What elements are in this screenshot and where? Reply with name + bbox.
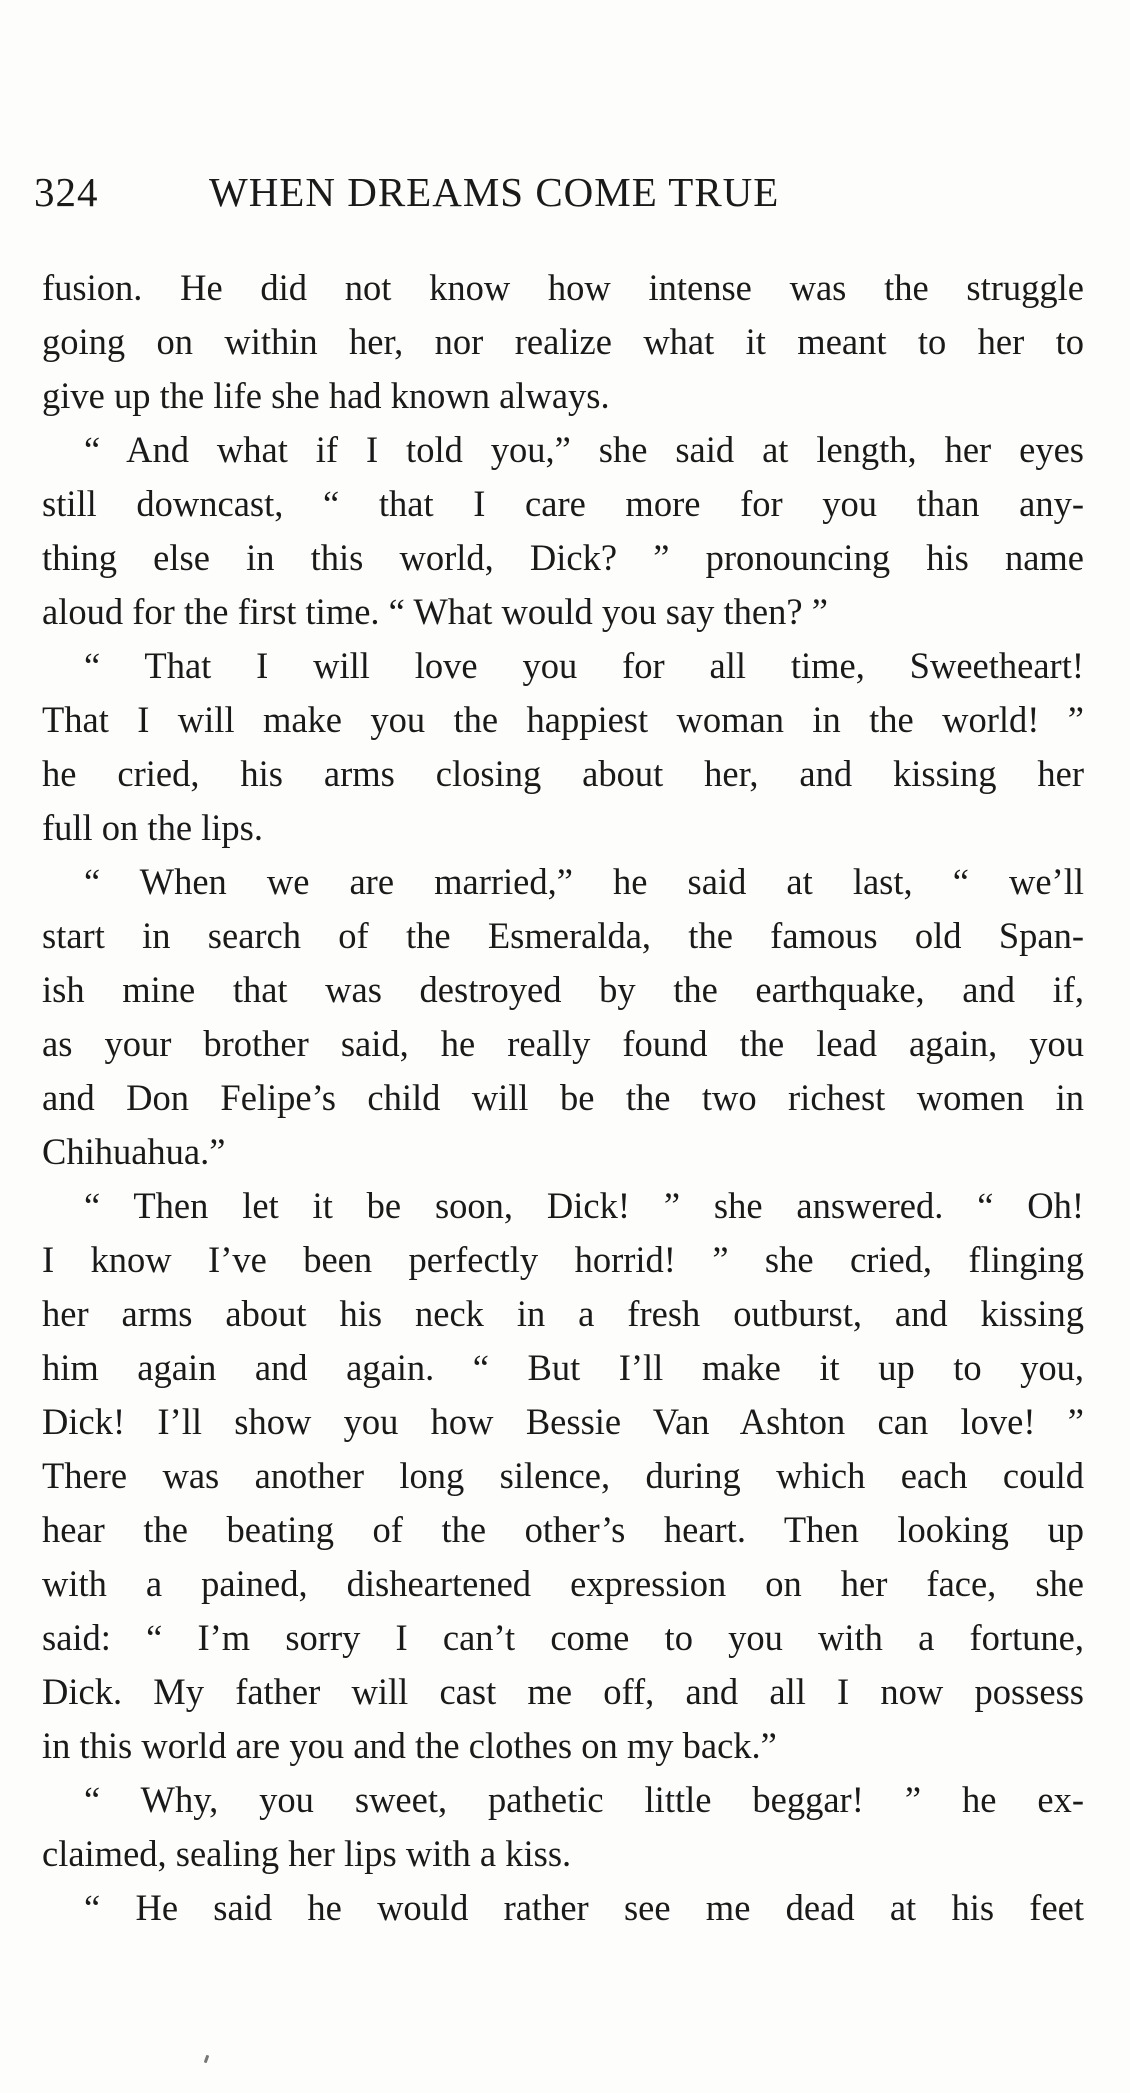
running-head xyxy=(34,162,1094,222)
text-line: as your brother said, he really found the lead again, you xyxy=(42,1023,1084,1064)
text-line: her arms about his neck in a fresh outburst, and kissing xyxy=(42,1293,1084,1334)
text-line: him again and again. “ But I’ll make it up to you, xyxy=(42,1347,1084,1388)
text-line: Dick. My father will cast me off, and all I now possess xyxy=(42,1671,1084,1712)
text-line: and Don Felipe’s child will be the two richest women in xyxy=(42,1077,1084,1118)
text-line: “ Why, you sweet, pathetic little beggar! ” he ex- xyxy=(84,1779,1084,1820)
text-line: “ And what if I told you,” she said at length, her eyes xyxy=(84,429,1084,470)
text-line: full on the lips. xyxy=(42,807,264,848)
text-line: “ When we are married,” he said at last, “ we’ll xyxy=(84,861,1084,902)
text-line: hear the beating of the other’s heart. Then looking up xyxy=(42,1509,1084,1550)
text-line: aloud for the first time. “ What would you say then? ” xyxy=(42,591,828,632)
body-text xyxy=(42,261,1084,1935)
text-line: Chihuahua.” xyxy=(42,1131,226,1172)
text-line: There was another long silence, during which each could xyxy=(42,1455,1084,1496)
text-line: fusion. He did not know how intense was the struggle xyxy=(42,267,1084,308)
text-line: thing else in this world, Dick? ” pronouncing his name xyxy=(42,537,1084,578)
text-line: in this world are you and the clothes on my back.” xyxy=(42,1725,777,1766)
page-number: 324 xyxy=(34,169,99,215)
text-line: still downcast, “ that I care more for you than any- xyxy=(42,483,1084,524)
text-line: That I will make you the happiest woman in the world! ” xyxy=(42,699,1084,740)
text-line: Dick! I’ll show you how Bessie Van Ashton can love! ” xyxy=(42,1401,1084,1442)
text-line: going on within her, nor realize what it meant to her to xyxy=(42,321,1084,362)
text-line: I know I’ve been perfectly horrid! ” she cried, flinging xyxy=(42,1239,1084,1280)
text-line: start in search of the Esmeralda, the famous old Span- xyxy=(42,915,1084,956)
scan-speck xyxy=(204,2055,210,2064)
text-line: “ That I will love you for all time, Sweetheart! xyxy=(84,645,1084,686)
book-title: WHEN DREAMS COME TRUE xyxy=(209,169,780,215)
text-line: he cried, his arms closing about her, and kissing her xyxy=(42,753,1084,794)
text-line: “ He said he would rather see me dead at his feet xyxy=(84,1887,1084,1928)
text-line: give up the life she had known always. xyxy=(42,375,610,416)
text-line: ish mine that was destroyed by the earthquake, and if, xyxy=(42,969,1084,1010)
text-line: said: “ I’m sorry I can’t come to you with a fortune, xyxy=(42,1617,1084,1658)
text-line: claimed, sealing her lips with a kiss. xyxy=(42,1833,572,1874)
text-line: “ Then let it be soon, Dick! ” she answered. “ Oh! xyxy=(84,1185,1084,1226)
text-line: with a pained, disheartened expression on her face, she xyxy=(42,1563,1084,1604)
